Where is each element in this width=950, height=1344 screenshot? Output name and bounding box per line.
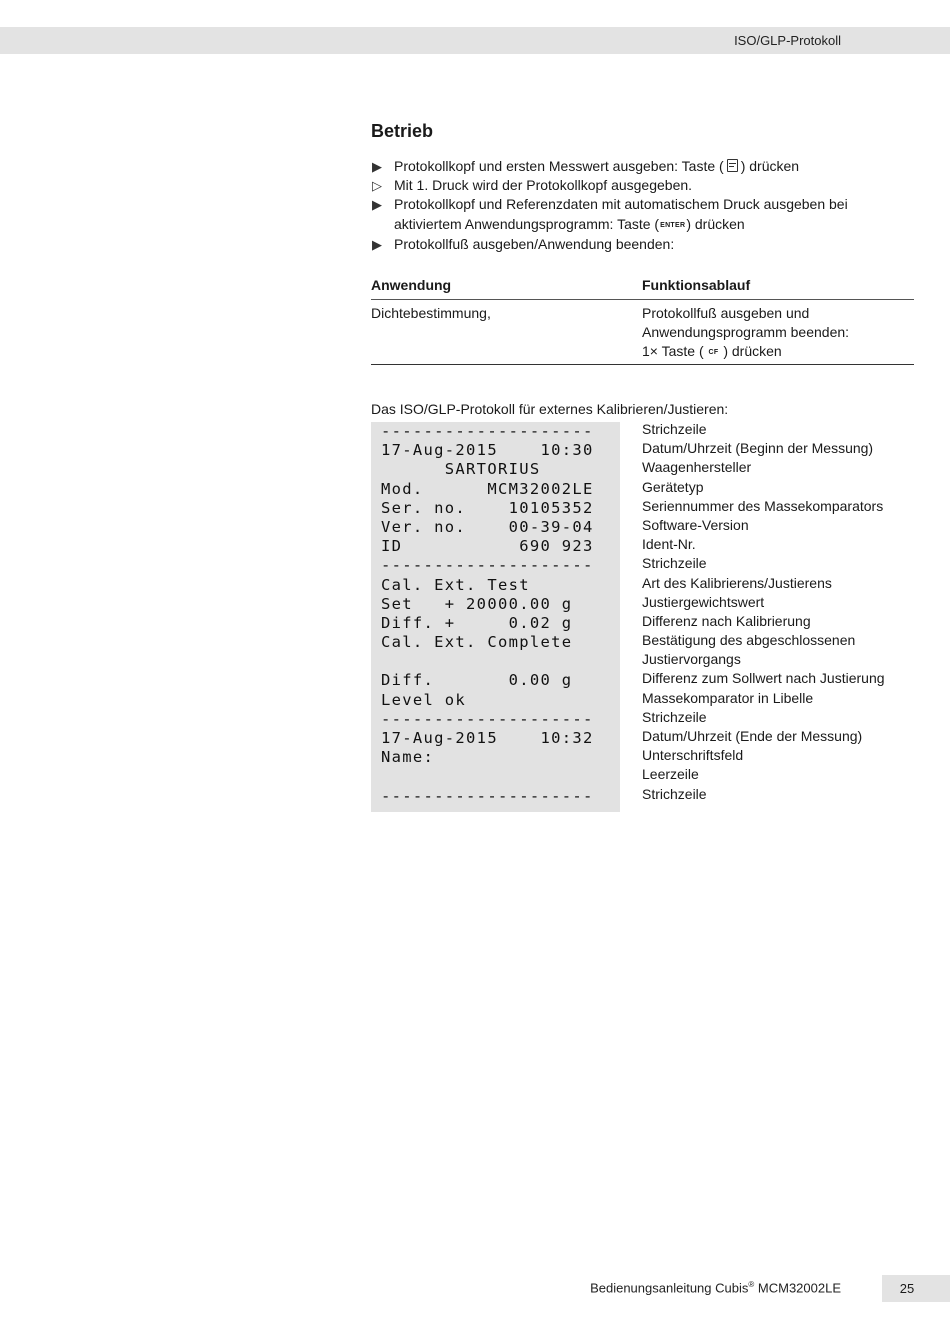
printout-line: 17-Aug-2015 10:30: [381, 441, 594, 460]
description-line: Waagenhersteller: [642, 459, 752, 476]
description-line: Ident-Nr.: [642, 536, 696, 553]
application-table: [371, 277, 914, 365]
page-number: 25: [899, 1281, 915, 1296]
printout-line: --------------------: [381, 422, 594, 440]
description-line: Gerätetyp: [642, 478, 704, 495]
description-line: Leerzeile: [642, 766, 699, 783]
protocol-intro: Das ISO/GLP-Protokoll für externes Kalibrieren/Justieren:: [371, 401, 729, 417]
printout-line: Cal. Ext. Test: [381, 575, 530, 594]
printout-line: Cal. Ext. Complete: [381, 633, 573, 652]
step-text: Protokollkopf und ersten Messwert ausgeben: Taste (: [394, 158, 724, 174]
printout-line: Diff. + 0.02 g: [381, 613, 573, 632]
footer-text: Bedienungsanleitung Cubis: [590, 1280, 749, 1296]
step-text: Protokollkopf und Referenzdaten mit automatischem Druck ausgeben bei aktiviertem Anwendungsprogramm: Taste (: [394, 196, 848, 232]
printout-line: Name:: [381, 748, 435, 767]
running-header: ISO/GLP-Protokoll: [734, 33, 841, 48]
description-line: Bestätigung des abgeschlossenen: [642, 632, 856, 649]
footer-manual-title: [590, 1280, 841, 1295]
instruction-step: [371, 195, 916, 234]
procedure-text: ) drücken: [723, 343, 782, 360]
printout-line: Diff. 0.00 g: [381, 671, 573, 690]
printout-line: 17-Aug-2015 10:32: [381, 729, 594, 747]
description-line: Differenz zum Sollwert nach Justierung: [642, 670, 885, 687]
description-line: Datum/Uhrzeit (Beginn der Messung): [642, 440, 874, 457]
procedure-line: [642, 342, 914, 362]
triangle-bullet-icon: ▶: [372, 159, 382, 174]
description-line: Differenz nach Kalibrierung: [642, 612, 811, 629]
printout-line: --------------------: [381, 786, 594, 805]
protocol-printout: [371, 422, 620, 812]
column-header-application: Anwendung: [371, 277, 452, 293]
section-title: Betrieb: [371, 121, 434, 141]
description-line: Massekomparator in Libelle: [642, 689, 814, 706]
instruction-step: [371, 235, 916, 254]
printout-line: SARTORIUS: [381, 460, 541, 479]
printout-line: Mod. MCM32002LE: [381, 479, 594, 498]
enter-key-label: ENTER: [660, 221, 686, 229]
instruction-step: [371, 176, 916, 195]
printout-line: Level ok: [381, 690, 467, 709]
header-bar: [0, 27, 950, 54]
step-text: ) drücken: [740, 158, 800, 174]
description-line: Software-Version: [642, 516, 749, 533]
printout-line: --------------------: [381, 556, 594, 575]
printout-line: Ser. no. 10105352: [381, 498, 594, 517]
step-text: ) drücken: [686, 215, 745, 232]
printout-lines: [381, 422, 613, 806]
instruction-step: [371, 157, 916, 176]
procedure-text: 1× Taste (: [642, 343, 704, 360]
registered-mark: ®: [748, 1280, 755, 1289]
description-line: Strichzeile: [642, 708, 707, 725]
procedure-cell: [642, 304, 914, 363]
description-line: Seriennummer des Massekomparators: [642, 497, 884, 514]
description-line: Unterschriftsfeld: [642, 747, 744, 764]
page-number-box: [882, 1275, 950, 1302]
description-line: Strichzeile: [642, 555, 707, 572]
description-line: Justiervorgangs: [642, 651, 741, 668]
triangle-bullet-icon: ▶: [372, 197, 382, 213]
application-cell: Dichtebestimmung,: [371, 305, 491, 321]
description-line: Strichzeile: [642, 785, 707, 802]
footer-text: MCM32002LE: [754, 1280, 841, 1296]
description-line: Justiergewichtswert: [642, 593, 765, 610]
description-line: Strichzeile: [642, 421, 707, 437]
cf-key-label: CF: [708, 349, 719, 357]
printout-line: Ver. no. 00-39-04: [381, 517, 594, 536]
protocol-descriptions: [642, 420, 916, 804]
printout-line: ID 690 923: [381, 537, 594, 556]
printer-key-icon: [727, 159, 738, 172]
printout-line: Set + 20000.00 g: [381, 594, 573, 613]
column-header-procedure: Funktionsablauf: [642, 277, 751, 293]
open-triangle-bullet-icon: ▷: [372, 178, 382, 194]
instruction-list: [371, 157, 916, 254]
printout-line: [381, 767, 613, 786]
step-text: Mit 1. Druck wird der Protokollkopf ausgegeben.: [394, 177, 693, 194]
printout-line: [381, 652, 613, 671]
procedure-line: Protokollfuß ausgeben und: [642, 305, 810, 321]
description-line: Datum/Uhrzeit (Ende der Messung): [642, 728, 863, 744]
triangle-bullet-icon: ▶: [372, 236, 382, 252]
procedure-line: Anwendungsprogramm beenden:: [642, 324, 850, 341]
description-line: Art des Kalibrierens/Justierens: [642, 574, 832, 591]
printout-line: --------------------: [381, 709, 594, 728]
table-row: [371, 300, 914, 365]
step-text: Protokollfuß ausgeben/Anwendung beenden:: [394, 235, 675, 252]
table-header: [371, 277, 914, 300]
